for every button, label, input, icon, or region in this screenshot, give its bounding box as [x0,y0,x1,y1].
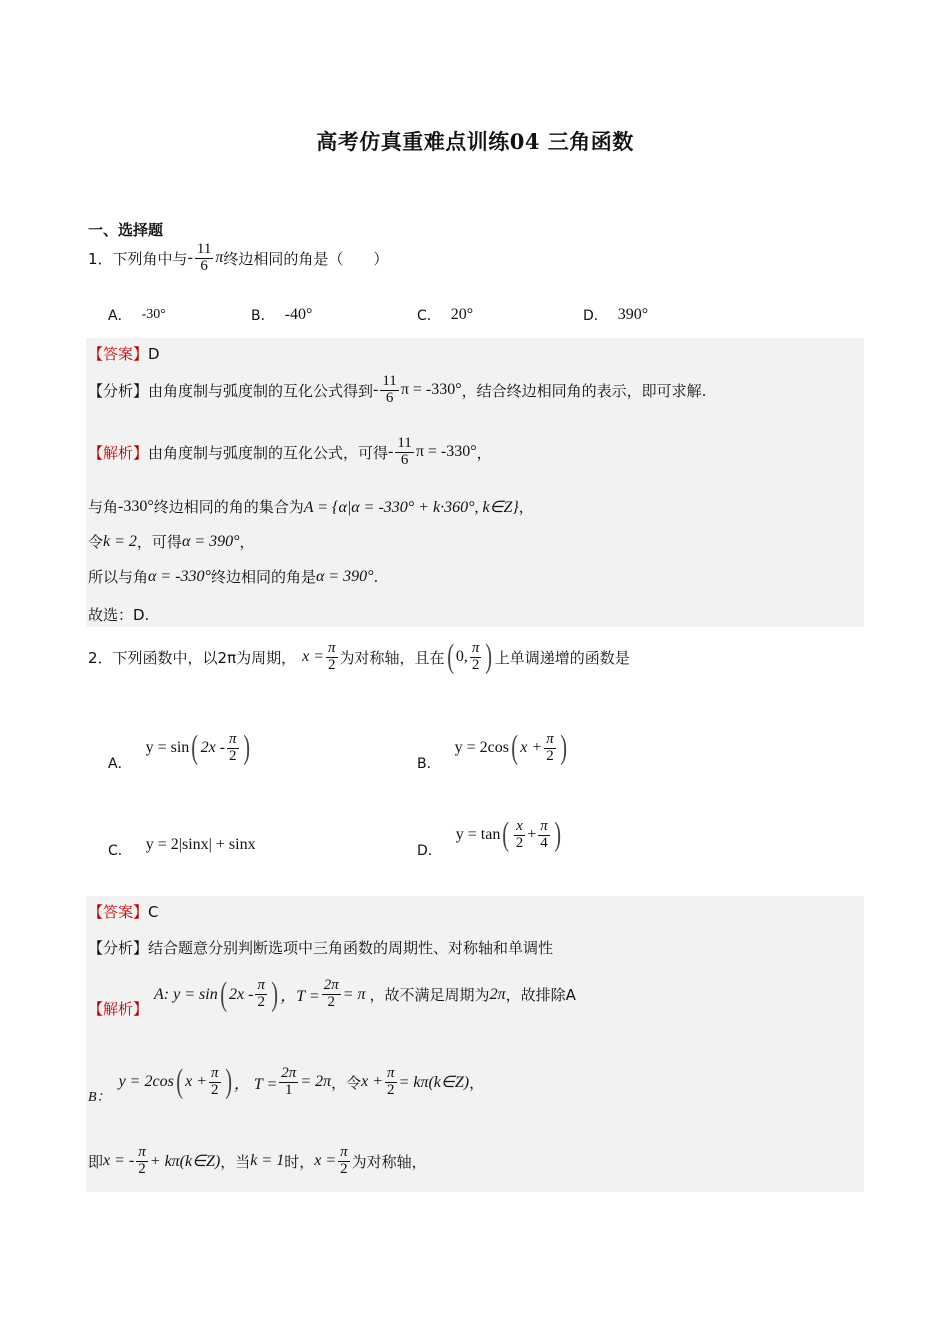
q2-option-c: C． y = 2|sinx| + sinx [108,836,256,859]
q1-choice: 故选：D. [88,606,150,624]
question-1 [88,242,388,275]
q2-solution-b: B： y = 2cos ( x + $\frac{\pi}{2}$ ) ， T = $\frac{2\pi}{1}$ = 2π ，令 x + $\frac{\pi}{2}$ = kπ(k∈Z) ， [88,1063,485,1105]
q1-option-d: D． 390° [583,306,649,324]
q1-analysis: 【分析】 由角度制与弧度制的互化公式得到 - $\frac{11}{6}$ π = -330° ，结合终边相同角的表示，即可求解. [88,373,707,406]
q1-text-before: 下列角中与 [112,249,188,268]
q2-analysis: 【分析】 结合题意分别判断选项中三角函数的周期性、对称轴和单调性 [88,939,554,957]
q1-fraction: $\frac{11}{6}$ [196,241,212,274]
q2-option-b: B． y = 2cos ( x + $\frac{\pi}{2}$ ) [417,729,567,772]
q2-option-d: D． y = tan ( $\frac{x}{2}$ + $\frac{\pi}{4}$ ) [417,816,561,859]
q1-solution: 【解析】 由角度制与弧度制的互化公式，可得 - $\frac{11}{6}$ π = -330° ， [88,435,492,468]
page-title: 高考仿真重难点训练04 三角函数 [316,129,634,154]
q1-number: 1． [88,249,113,268]
q1-neg: - [187,249,193,267]
section-heading: 一、选择题 [88,221,164,239]
q1-option-a: A． -30° [108,307,166,324]
q1-option-b: B． -40° [251,306,313,324]
q1-solution-line-4: 所以与角 α = -330° 终边相同的角是 α = 390° . [88,567,379,586]
q2-option-a: A． y = sin ( 2x - $\frac{\pi}{2}$ ) [108,729,250,772]
q1-answer: 【答案】 D [88,344,160,363]
question-2: 2． 下列函数中，以2π为周期， x = $\frac{\pi}{2}$ 为对称轴，且在 ( 0, $\frac{\pi}{2}$ ) 上单调递增的函数是 [88,638,630,675]
q2-solution-a: 【解析】 A: y = sin ( 2x - $\frac{\pi}{2}$ ) ，T = $\frac{2\pi}{2}$ = π ，故不满足周期为 2π ，故排除A [88,975,576,1018]
q1-solution-line-3: 令 k = 2 ，可得 α = 390° ， [88,532,255,551]
q1-pi: π [215,249,224,267]
q1-option-c: C． 20° [417,306,474,324]
q1-solution-line-2: 与角 -330° 终边相同的角的集合为 A = {α|α = -330° + k·360°, k∈Z} ， [88,497,534,516]
q2-solution-c: 即 x = - $\frac{\pi}{2}$ + kπ(k∈Z) ，当 k = 1 时， x = $\frac{\pi}{2}$ 为对称轴， [88,1144,427,1177]
q1-text-after: 终边相同的角是（ ） [223,249,389,268]
q2-answer: 【答案】 C [88,902,159,921]
